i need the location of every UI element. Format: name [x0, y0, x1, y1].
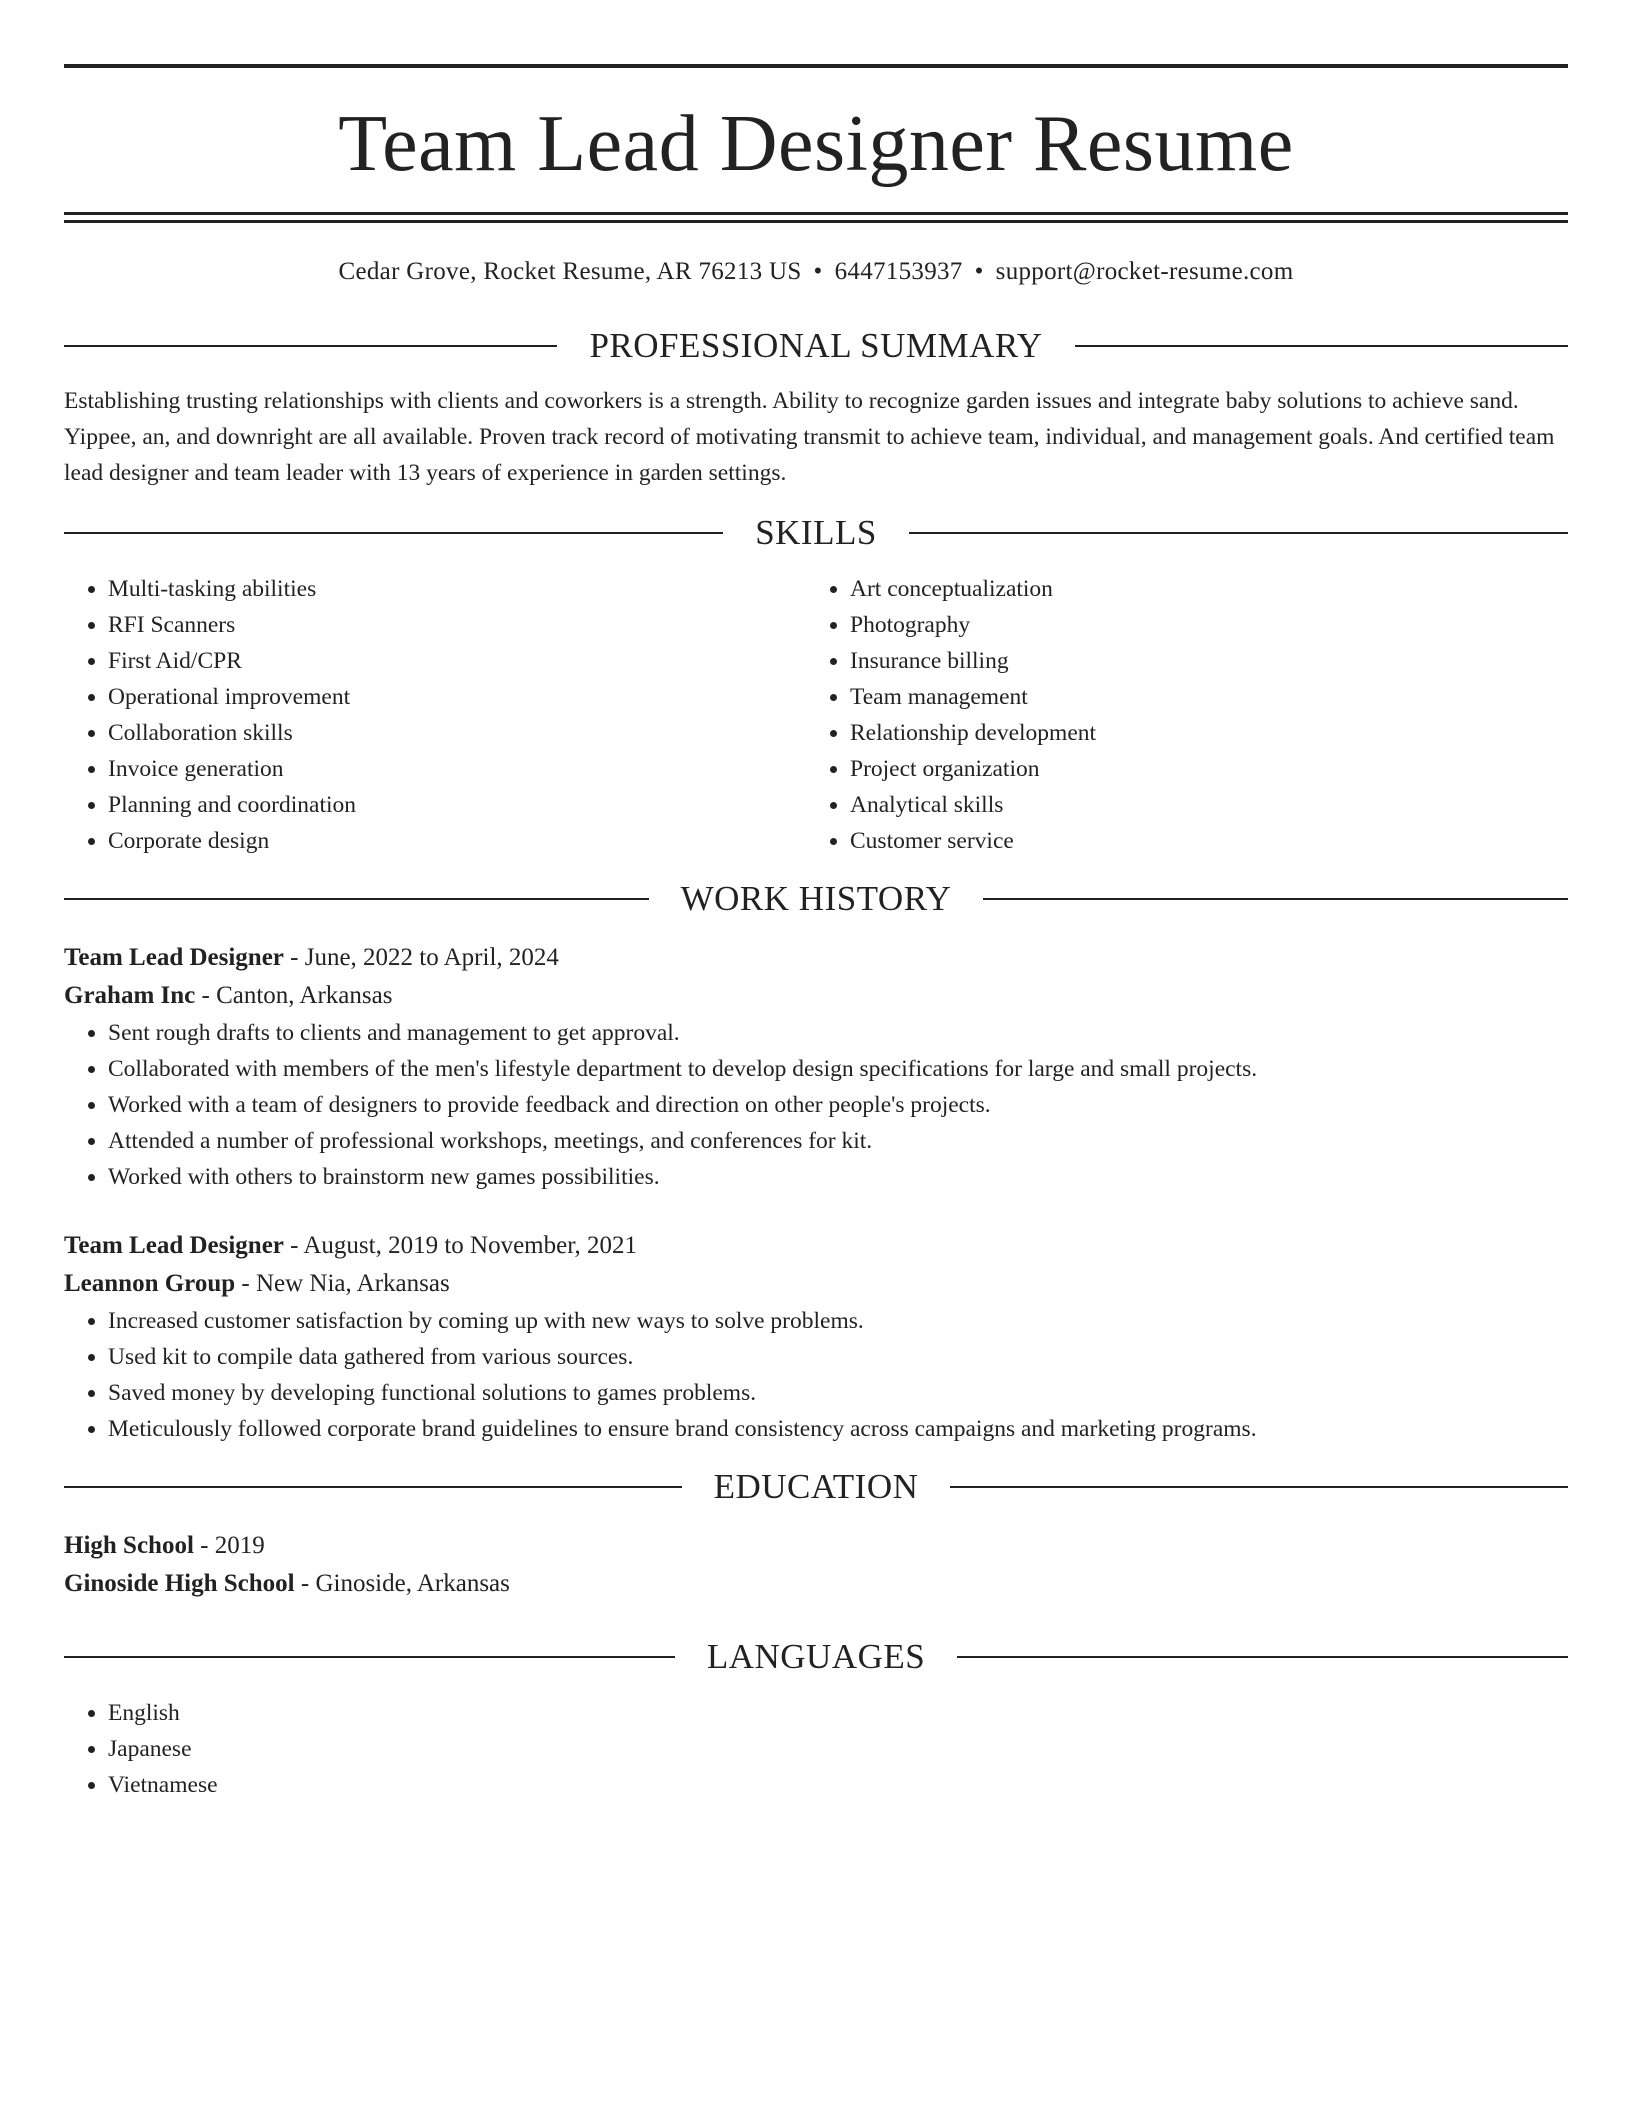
top-rule — [64, 64, 1568, 68]
contact-separator: • — [813, 258, 823, 285]
work-history-heading-label: WORK HISTORY — [680, 879, 952, 918]
heading-rule-left — [64, 345, 557, 347]
education-degree-line — [64, 1527, 1568, 1565]
heading-rule-left — [64, 532, 723, 534]
contact-separator: • — [974, 258, 984, 285]
skill-item: • Invoice generation — [108, 751, 806, 787]
skill-item: • Project organization — [850, 751, 1548, 787]
skill-item: • Photography — [850, 607, 1548, 643]
heading-rule-left — [64, 1486, 682, 1488]
skill-item: • Insurance billing — [850, 643, 1548, 679]
job-duty-item: • Used kit to compile data gathered from various sources. — [108, 1339, 1568, 1375]
language-item: • Vietnamese — [108, 1767, 1568, 1803]
skills-heading-label: SKILLS — [755, 513, 877, 552]
skill-item: • Art conceptualization — [850, 571, 1548, 607]
job-location: - Canton, Arkansas — [195, 982, 393, 1009]
job-title: Team Lead Designer — [64, 1232, 284, 1259]
languages-heading-label: LANGUAGES — [706, 1637, 926, 1676]
heading-rule-right — [1075, 345, 1568, 347]
job-duty-item: • Worked with a team of designers to provide feedback and direction on other people's projects. — [108, 1087, 1568, 1123]
page-title: Team Lead Designer Resume — [338, 100, 1294, 188]
skill-item: • Collaboration skills — [108, 715, 806, 751]
job-duty-item: • Sent rough drafts to clients and management to get approval. — [108, 1015, 1568, 1051]
skill-item: • Analytical skills — [850, 787, 1548, 823]
skills-column-right — [806, 571, 1548, 859]
skill-item: • Corporate design — [108, 823, 806, 859]
skill-item: • RFI Scanners — [108, 607, 806, 643]
education-school-line — [64, 1565, 1568, 1603]
job-company-line — [64, 977, 1568, 1015]
skills-heading — [64, 513, 1568, 553]
job-company-line — [64, 1265, 1568, 1303]
job-duties-list — [64, 1015, 1568, 1195]
work-history-list — [64, 939, 1568, 1447]
skill-item: • Planning and coordination — [108, 787, 806, 823]
education-heading-label: EDUCATION — [713, 1467, 919, 1506]
job-duty-item: • Worked with others to brainstorm new games possibilities. — [108, 1159, 1568, 1195]
education-location: - Ginoside, Arkansas — [294, 1570, 510, 1597]
work-history-heading — [64, 879, 1568, 919]
heading-rule-left — [64, 898, 649, 900]
job-title: Team Lead Designer — [64, 944, 284, 971]
job-dates: - June, 2022 to April, 2024 — [283, 944, 559, 971]
skill-item: • Relationship development — [850, 715, 1548, 751]
resume-page — [64, 64, 1568, 1803]
heading-rule-right — [950, 1486, 1568, 1488]
language-item: • English — [108, 1695, 1568, 1731]
job-title-line — [64, 939, 1568, 977]
job-duty-item: • Meticulously followed corporate brand guidelines to ensure brand consistency across campaigns and marketing programs. — [108, 1411, 1568, 1447]
heading-rule-right — [983, 898, 1568, 900]
job-company: Graham Inc — [64, 982, 196, 1009]
job-entry — [64, 1227, 1568, 1447]
contact-email: support@rocket-resume.com — [995, 258, 1294, 285]
summary-heading — [64, 326, 1568, 366]
job-duty-item: • Increased customer satisfaction by coming up with new ways to solve problems. — [108, 1303, 1568, 1339]
job-duty-item: • Saved money by developing functional solutions to games problems. — [108, 1375, 1568, 1411]
skills-list — [64, 571, 1568, 859]
skill-item: • First Aid/CPR — [108, 643, 806, 679]
job-duty-item: • Collaborated with members of the men's lifestyle department to develop design specifications for large and small projects. — [108, 1051, 1568, 1087]
job-entry — [64, 939, 1568, 1195]
skill-item: • Multi-tasking abilities — [108, 571, 806, 607]
job-location: - New Nia, Arkansas — [235, 1270, 450, 1297]
skill-item: • Customer service — [850, 823, 1548, 859]
languages-list — [64, 1695, 1568, 1803]
education-degree: High School — [64, 1532, 194, 1559]
title-double-rule — [64, 212, 1568, 223]
skill-item: • Team management — [850, 679, 1548, 715]
skills-column-left — [64, 571, 806, 859]
languages-heading — [64, 1637, 1568, 1677]
summary-heading-label: PROFESSIONAL SUMMARY — [589, 326, 1043, 365]
job-company: Leannon Group — [64, 1270, 236, 1297]
language-item: • Japanese — [108, 1731, 1568, 1767]
education-heading — [64, 1467, 1568, 1507]
summary-text: Establishing trusting relationships with clients and coworkers is a strength. Ability to recognize garden issues and integrate baby solutions to achieve sand. Yippee, an, and downright are all available. Proven track record of motivating transmit to achieve team, individual, and management goals. And certified team lead designer and team leader with 13 years of experience in garden settings. — [64, 388, 1555, 486]
job-title-line — [64, 1227, 1568, 1265]
skill-item: • Operational improvement — [108, 679, 806, 715]
contact-line — [64, 256, 1568, 288]
education-year: - 2019 — [193, 1532, 265, 1559]
heading-rule-right — [957, 1656, 1568, 1658]
job-dates: - August, 2019 to November, 2021 — [283, 1232, 638, 1259]
job-duties-list — [64, 1303, 1568, 1447]
job-duty-item: • Attended a number of professional workshops, meetings, and conferences for kit. — [108, 1123, 1568, 1159]
heading-rule-left — [64, 1656, 675, 1658]
contact-address: Cedar Grove, Rocket Resume, AR 76213 US — [338, 258, 802, 285]
heading-rule-right — [909, 532, 1568, 534]
contact-phone: 6447153937 — [834, 258, 963, 285]
education-school: Ginoside High School — [64, 1570, 295, 1597]
